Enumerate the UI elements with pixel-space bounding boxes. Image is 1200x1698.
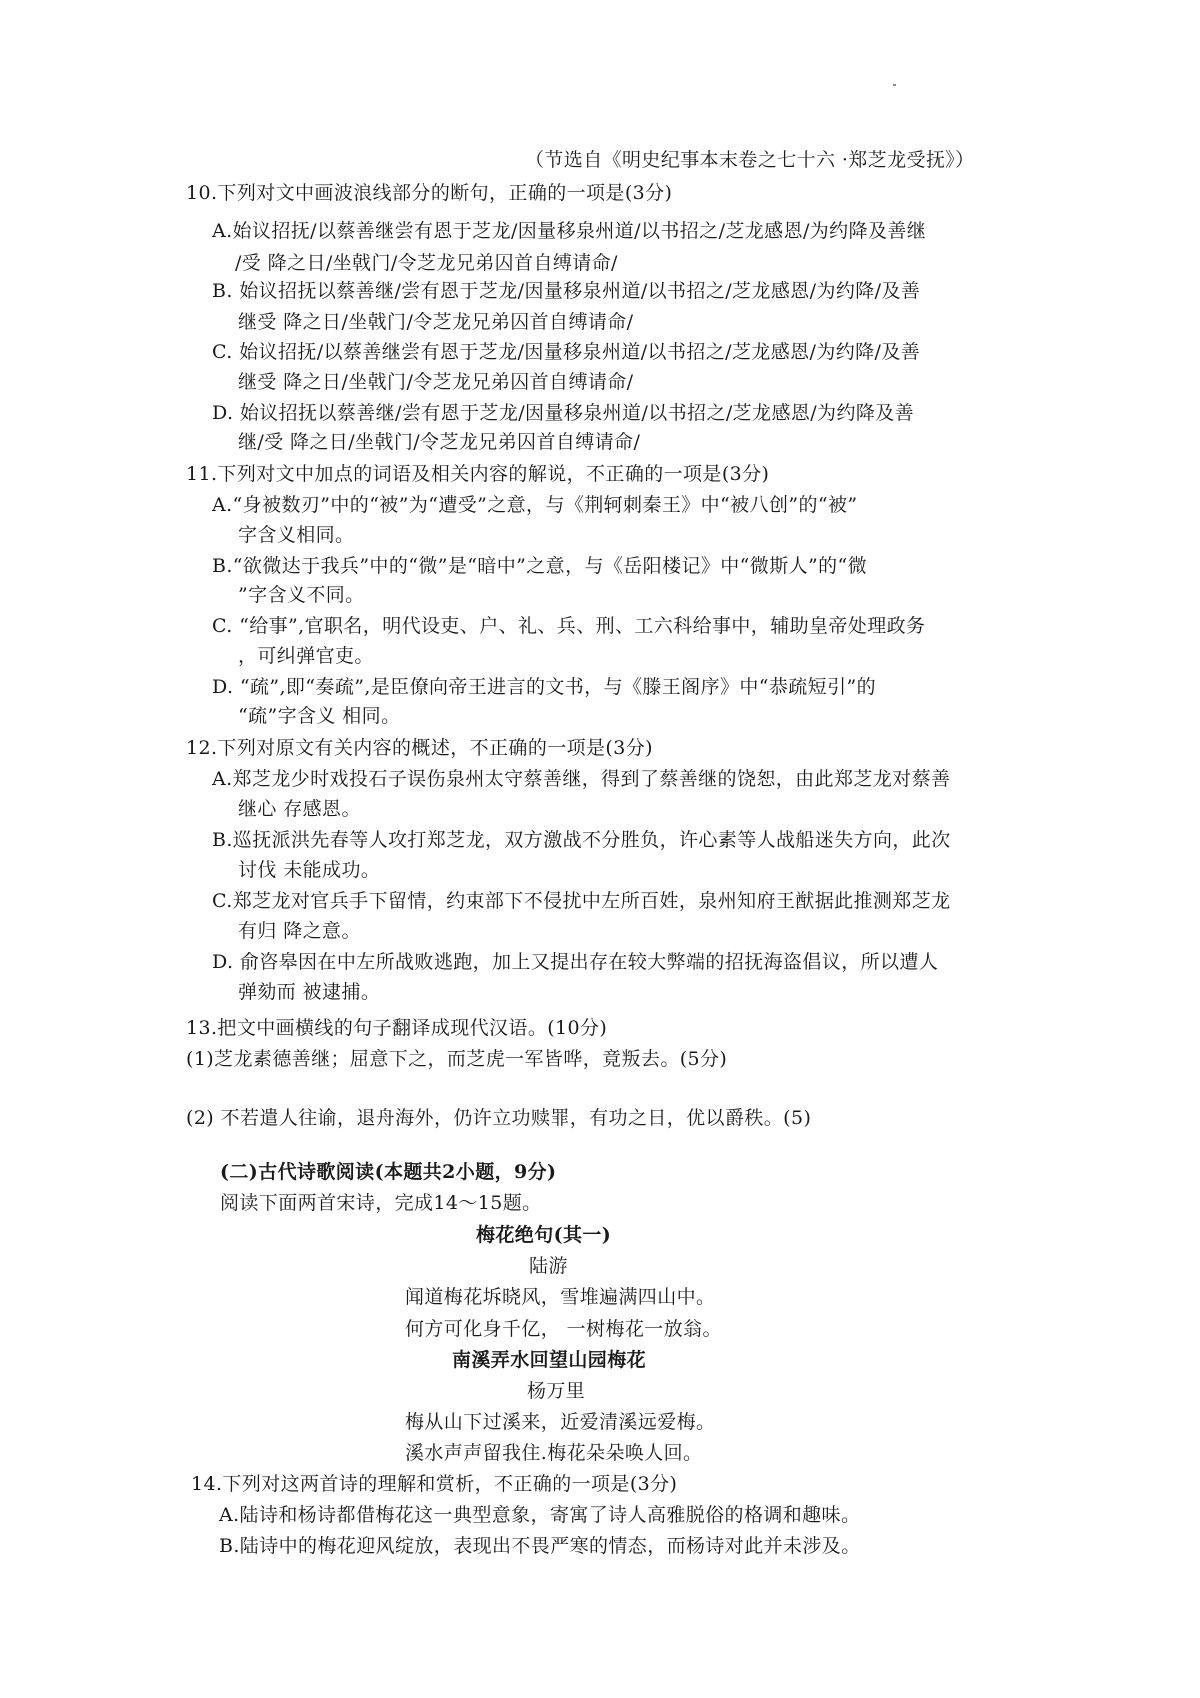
- q11-option-d-line1: D. “疏”,即“奏疏”,是臣僚向帝王进言的文书，与《滕王阁序》中“恭疏短引”的: [212, 676, 876, 698]
- source-note: （节选自《明史纪事本末卷之七十六 ·郑芝龙受抚》）: [525, 149, 975, 171]
- poem1-line1: 闻道梅花坼晓风，雪堆遍满四山中。: [405, 1286, 716, 1308]
- q13-sentence-1: (1)芝龙素德善继；屈意下之，而芝虎一军皆哗，竟叛去。(5分): [186, 1048, 728, 1070]
- q10-option-d-line1: D. 始议招抚以蔡善继/尝有恩于芝龙/因量移泉州道/以书招之/芝龙感恩/为约降及善: [212, 402, 915, 424]
- section-heading-poetry: (二)古代诗歌阅读(本题共2小题，9分): [220, 1161, 557, 1183]
- q12-option-d-line1: D. 俞咨皋因在中左所战败逃跑，加上又提出存在较大弊端的招抚海盗倡议，所以遭人: [212, 951, 939, 973]
- poem1-title: 梅花绝句(其一): [476, 1224, 612, 1246]
- poem1-author: 陆游: [529, 1255, 568, 1277]
- q11-option-c-line1: C. “给事”,官职名，明代设吏、户、礼、兵、刑、工六科给事中，辅助皇帝处理政务: [212, 615, 926, 637]
- q11-option-c-line2: ，可纠弹官吏。: [238, 645, 374, 667]
- poem2-title: 南溪弄水回望山园梅花: [452, 1349, 647, 1371]
- q10-option-a-line1: A.始议招抚/以蔡善继尝有恩于芝龙/因量移泉州道/以书招之/芝龙感恩/为约降及善继: [212, 220, 927, 242]
- q13-sentence-2: (2) 不若遣人往谕，退舟海外，仍许立功赎罪，有功之日，优以爵秩。(5): [186, 1107, 812, 1129]
- q14-option-a: A.陆诗和杨诗都借梅花这一典型意象，寄寓了诗人高雅脱俗的格调和趣味。: [219, 1504, 861, 1526]
- poem2-author: 杨万里: [527, 1380, 586, 1402]
- q10-option-c-line1: C. 始议招抚/以蔡善继尝有恩于芝龙/因量移泉州道/以书招之/芝龙感恩/为约降/及善: [212, 341, 921, 363]
- q10-option-c-line2: 继受 降之日/坐戟门/令芝龙兄弟囚首自缚请命/: [238, 371, 634, 393]
- q14-option-b: B.陆诗中的梅花迎风绽放，表现出不畏严寒的情态，而杨诗对此并未涉及。: [219, 1535, 861, 1557]
- poem1-line2: 何方可化身千亿， 一树梅花一放翁。: [405, 1318, 722, 1340]
- q12-option-a-line2: 继心 存感恩。: [238, 798, 361, 820]
- q14-stem: 14.下列对这两首诗的理解和赏析，不正确的一项是(3分): [191, 1473, 678, 1495]
- q12-option-b-line2: 讨伐 未能成功。: [238, 859, 381, 881]
- q10-option-b-line1: B. 始议招抚以蔡善继/尝有恩于芝龙/因量移泉州道/以书招之/芝龙感恩/为约降/及善: [212, 280, 921, 302]
- scan-speck: [893, 84, 896, 86]
- poetry-intro: 阅读下面两首宋诗，完成14～15题。: [220, 1192, 542, 1214]
- q10-option-a-line2: /受 降之日/坐戟门/令芝龙兄弟囚首自缚请命/: [235, 252, 618, 274]
- q12-option-c-line2: 有归 降之意。: [238, 920, 361, 942]
- q12-option-a-line1: A.郑芝龙少时戏投石子误伤泉州太守蔡善继，得到了蔡善继的饶恕，由此郑芝龙对蔡善: [212, 768, 951, 790]
- q12-option-b-line1: B.巡抚派洪先春等人攻打郑芝龙，双方激战不分胜负，许心素等人战船迷失方向，此次: [212, 829, 951, 851]
- q12-stem: 12.下列对原文有关内容的概述，不正确的一项是(3分): [186, 737, 653, 759]
- q10-option-d-line2: 继/受 降之日/坐戟门/令芝龙兄弟囚首自缚请命/: [238, 431, 641, 453]
- poem2-line1: 梅从山下过溪来，近爱清溪远爱梅。: [405, 1411, 716, 1433]
- q12-option-d-line2: 弹劾而 被逮捕。: [238, 981, 381, 1003]
- poem2-line2: 溪水声声留我住.梅花朵朵唤人回。: [405, 1442, 703, 1464]
- q11-option-b-line2: ”字含义不同。: [238, 584, 365, 606]
- q11-option-a-line1: A.“身被数刃”中的“被”为“遭受”之意，与《荆轲刺秦王》中“被八创”的“被”: [212, 494, 858, 516]
- q11-option-b-line1: B.“欲微达于我兵”中的“微”是“暗中”之意，与《岳阳楼记》中“微斯人”的“微: [212, 555, 868, 577]
- q11-stem: 11.下列对文中加点的词语及相关内容的解说，不正确的一项是(3分): [186, 463, 770, 485]
- q10-stem: 10.下列对文中画波浪线部分的断句，正确的一项是(3分): [186, 182, 673, 204]
- q10-option-b-line2: 继受 降之日/坐戟门/令芝龙兄弟囚首自缚请命/: [238, 311, 634, 333]
- q11-option-a-line2: 字含义相同。: [238, 524, 355, 546]
- q13-stem: 13.把文中画横线的句子翻译成现代汉语。(10分): [186, 1017, 608, 1039]
- q11-option-d-line2: “疏”字含义 相同。: [238, 705, 401, 727]
- q12-option-c-line1: C.郑芝龙对官兵手下留情，约束部下不侵扰中左所百姓，泉州知府王猷据此推测郑芝龙: [212, 890, 951, 912]
